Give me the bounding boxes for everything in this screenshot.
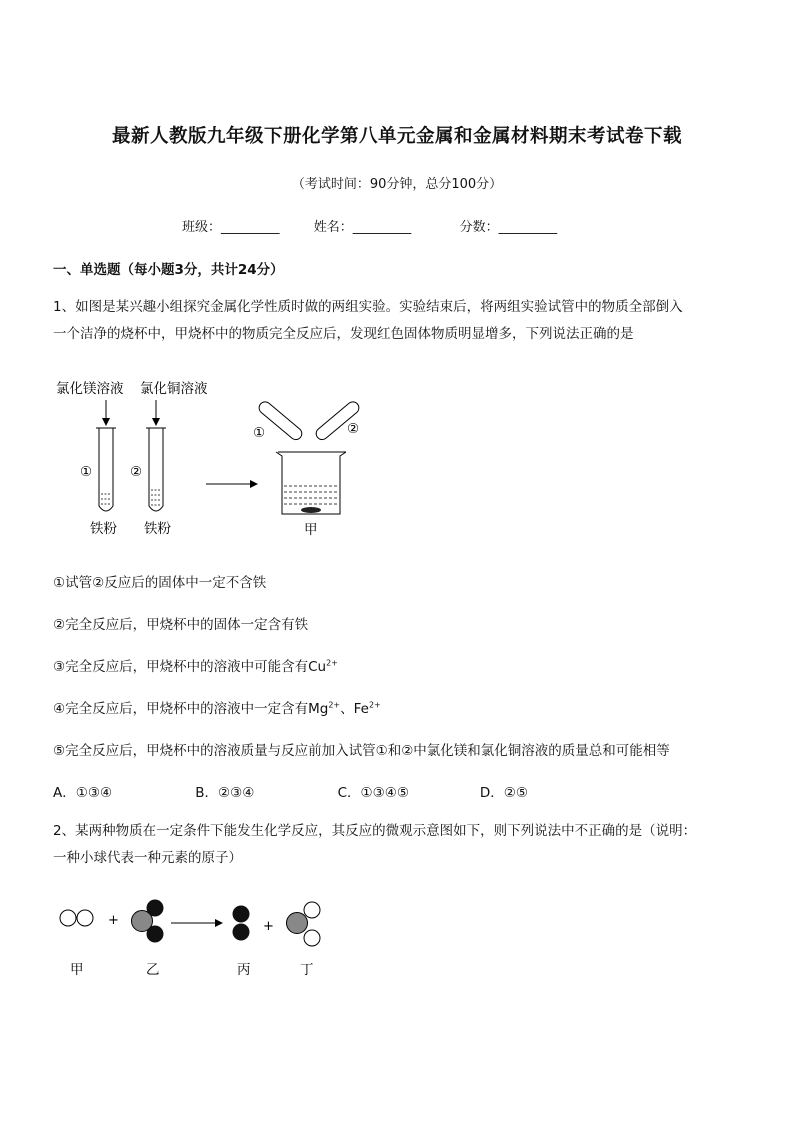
name-field: 姓名：_________ xyxy=(313,220,412,235)
exam-subtitle: （考试时间：90分钟，总分100分） xyxy=(291,177,503,192)
ion-charge: 2+ xyxy=(326,658,338,668)
label-yi: 乙 xyxy=(146,962,160,978)
statement-1: ①试管②反应后的固体中一定不含铁 xyxy=(53,575,267,591)
label-bing: 丙 xyxy=(237,962,251,978)
plus-sign: + xyxy=(263,919,274,934)
reaction-diagram xyxy=(50,892,350,987)
beaker xyxy=(276,452,346,514)
pour-2-mark: ② xyxy=(347,421,360,437)
answer-choices xyxy=(53,781,528,801)
label-jia: 甲 xyxy=(70,962,84,978)
question-2-line-1: 2、某两种物质在一定条件下能发生化学反应，其反应的微观示意图如下，则下列说法中不正确的是（说明： xyxy=(53,823,697,839)
class-field: 班级：_________ xyxy=(182,220,280,235)
plus-sign: + xyxy=(108,913,119,928)
test-tube-1 xyxy=(99,428,113,511)
question-1-line-1: 1、如图是某兴趣小组探究金属化学性质时做的两组实验。实验结束后，将两组实验试管中的物质全部倒入 xyxy=(53,299,683,315)
label-mgcl2: 氯化镁溶液 xyxy=(56,381,124,397)
molecule-bing-atom xyxy=(233,906,250,923)
beaker-solid xyxy=(301,507,321,513)
arrow-head-1 xyxy=(102,418,110,426)
score-field: 分数：_________ xyxy=(459,220,558,235)
tube-1-iron-label: 铁粉 xyxy=(90,521,117,537)
arrow-right-head xyxy=(250,480,258,488)
tube-2-iron-label: 铁粉 xyxy=(144,521,171,537)
molecule-ding-atom xyxy=(304,930,320,946)
statement-5: ⑤完全反应后，甲烧杯中的溶液质量与反应前加入试管①和②中氯化镁和氯化铜溶液的质量总和可能相等 xyxy=(53,743,670,759)
molecule-jia-atom xyxy=(77,910,93,926)
molecule-jia-atom xyxy=(60,910,76,926)
student-info-row xyxy=(182,216,557,235)
arrow-head-2 xyxy=(152,418,160,426)
choice-a[interactable]: A．①③④ xyxy=(53,785,113,801)
beaker-label: 甲 xyxy=(304,522,318,538)
molecule-yi-atom xyxy=(132,911,153,932)
label-ding: 丁 xyxy=(300,962,314,978)
ion-charge: 2+ xyxy=(328,700,341,710)
page-title: 最新人教版九年级下册化学第八单元金属和金属材料期末考试卷下载 xyxy=(111,126,682,147)
statement-3: ③完全反应后，甲烧杯中的溶液中可能含有$Cu^{2+}$ xyxy=(53,658,338,675)
molecule-ding-atom xyxy=(287,913,308,934)
statement-4: ④完全反应后，甲烧杯中的溶液中一定含有$Mg^{2+}$、$Fe^{2+}$ xyxy=(53,700,381,717)
molecule-bing-atom xyxy=(233,924,250,941)
question-1-line-2: 一个洁净的烧杯中，甲烧杯中的物质完全反应后，发现红色固体物质明显增多，下列说法正确的是 xyxy=(53,326,634,342)
experiment-figure xyxy=(50,372,390,542)
statement-2: ②完全反应后，甲烧杯中的固体一定含有铁 xyxy=(53,617,309,633)
section-heading: 一、单选题（每小题3分，共计24分） xyxy=(53,262,284,278)
tube-2-mark: ② xyxy=(130,464,143,480)
question-1-text xyxy=(53,294,753,348)
reaction-arrow-head xyxy=(215,919,223,927)
pour-1-mark: ① xyxy=(253,425,266,441)
choice-b[interactable]: B．②③④ xyxy=(195,785,255,801)
choice-c[interactable]: C．①③④⑤ xyxy=(337,785,409,801)
choice-d[interactable]: D．②⑤ xyxy=(479,785,528,801)
question-2-text xyxy=(53,818,763,872)
ion-charge: 2+ xyxy=(368,700,381,710)
tube-1-mark: ① xyxy=(80,464,93,480)
question-2-line-2: 一种小球代表一种元素的原子） xyxy=(53,850,242,866)
label-cucl2: 氯化铜溶液 xyxy=(140,381,208,397)
test-tube-2 xyxy=(149,428,163,511)
molecule-ding-atom xyxy=(304,902,320,918)
